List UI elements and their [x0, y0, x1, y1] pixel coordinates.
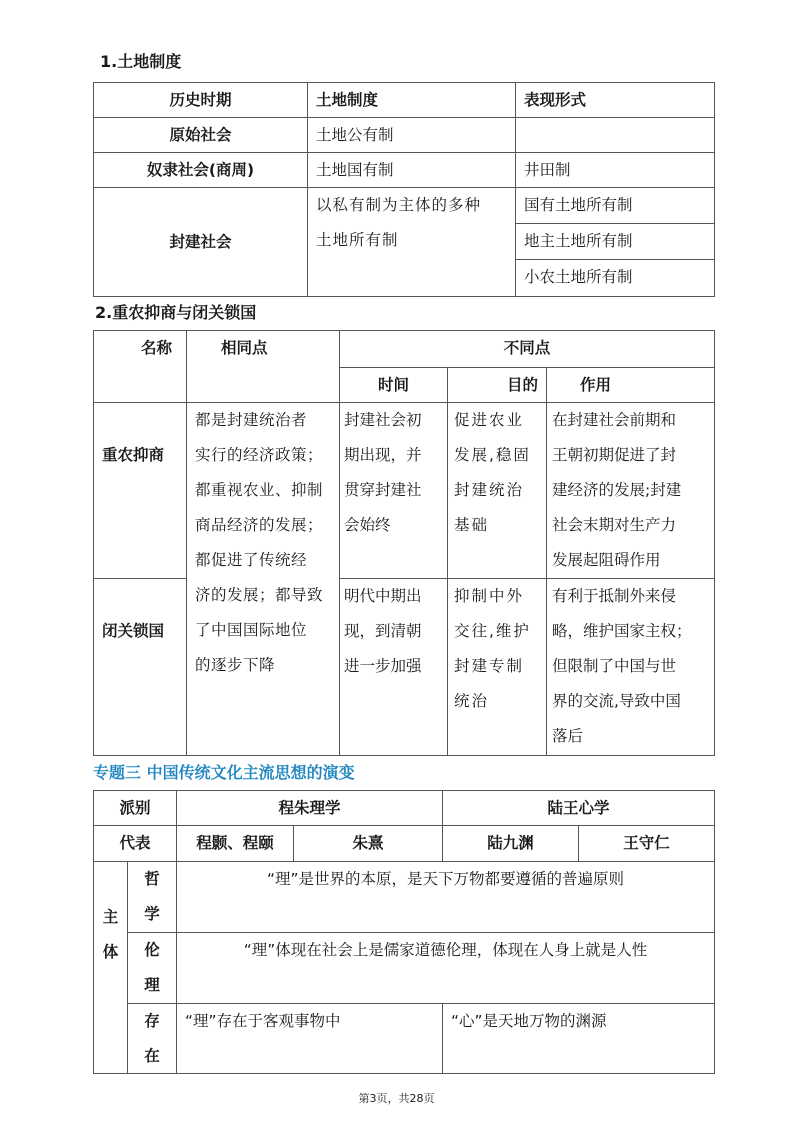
table-cell: 在封建社会前期和 王朝初期促进了封 建经济的发展;封建 社会末期对生产力 发展起阻碍作用 — [546, 402, 715, 579]
header-cell: 表现形式 — [515, 82, 715, 118]
table-cell: 陆九渊 — [442, 825, 579, 862]
table-cell: 封建社会 — [93, 187, 308, 297]
header-cell: 程朱理学 — [176, 790, 443, 826]
header-cell: 历史时期 — [93, 82, 308, 118]
table-cell: 抑制中外 交往,维护 封建专制 统治 — [447, 578, 547, 756]
topic-heading: 专题三 中国传统文化主流思想的演变 — [93, 763, 355, 782]
table-cell: 存 在 — [127, 1003, 177, 1074]
table-cell: 伦 理 — [127, 932, 177, 1004]
header-cell: 代表 — [93, 825, 177, 862]
header-cell: 相同点 — [186, 330, 340, 403]
table-cell: “理”存在于客观事物中 — [176, 1003, 443, 1074]
table-cell: 奴隶社会(商周) — [93, 152, 308, 188]
table-cell: 井田制 — [515, 152, 715, 188]
table-cell: 小农土地所有制 — [515, 259, 715, 297]
section-title: 2.重农抑商与闭关锁国 — [95, 303, 257, 322]
table-cell: 以私有制为主体的多种 土地所有制 — [307, 187, 516, 297]
header-cell: 作用 — [546, 367, 715, 403]
section-title: 1.土地制度 — [100, 52, 182, 71]
header-cell: 目的 — [447, 367, 547, 403]
table-cell: 土地国有制 — [307, 152, 516, 188]
table-cell: 促进农业 发展,稳固 封建统治 基础 — [447, 402, 547, 579]
header-cell: 陆王心学 — [442, 790, 715, 826]
table-cell: “理”是世界的本原，是天下万物都要遵循的普遍原则 — [176, 861, 715, 933]
table-cell: 朱熹 — [293, 825, 443, 862]
table-cell: 哲 学 — [127, 861, 177, 933]
header-cell: 时间 — [339, 367, 448, 403]
table-cell: 重农抑商 — [93, 402, 187, 579]
table-cell: 主 体 — [93, 861, 128, 1074]
header-cell: 派别 — [93, 790, 177, 826]
table-cell: 明代中期出 现，到清朝 进一步加强 — [339, 578, 448, 756]
table-cell: 封建社会初 期出现，并 贯穿封建社 会始终 — [339, 402, 448, 579]
table-cell: 土地公有制 — [307, 117, 516, 153]
header-cell: 名称 — [93, 330, 187, 403]
table-cell: 闭关锁国 — [93, 578, 187, 756]
header-cell: 土地制度 — [307, 82, 516, 118]
table-cell: “理”体现在社会上是儒家道德伦理，体现在人身上就是人性 — [176, 932, 715, 1004]
header-cell: 不同点 — [339, 330, 715, 368]
table-cell: 原始社会 — [93, 117, 308, 153]
table-cell: 地主土地所有制 — [515, 223, 715, 260]
page-number: 第3页，共28页 — [358, 1092, 435, 1105]
table-cell: 国有土地所有制 — [515, 187, 715, 224]
table-cell: 都是封建统治者 实行的经济政策； 都重视农业、抑制 商品经济的发展； 都促进了传统经 济的发展；都导致 了中国国际地位 的逐步下降 — [186, 402, 340, 756]
table-cell: 程颢、程颐 — [176, 825, 294, 862]
table-cell — [515, 117, 715, 153]
table-cell: 王守仁 — [578, 825, 715, 862]
table-cell: 有利于抵制外来侵 略，维护国家主权； 但限制了中国与世 界的交流,导致中国 落后 — [546, 578, 715, 756]
table-cell: “心”是天地万物的渊源 — [442, 1003, 715, 1074]
